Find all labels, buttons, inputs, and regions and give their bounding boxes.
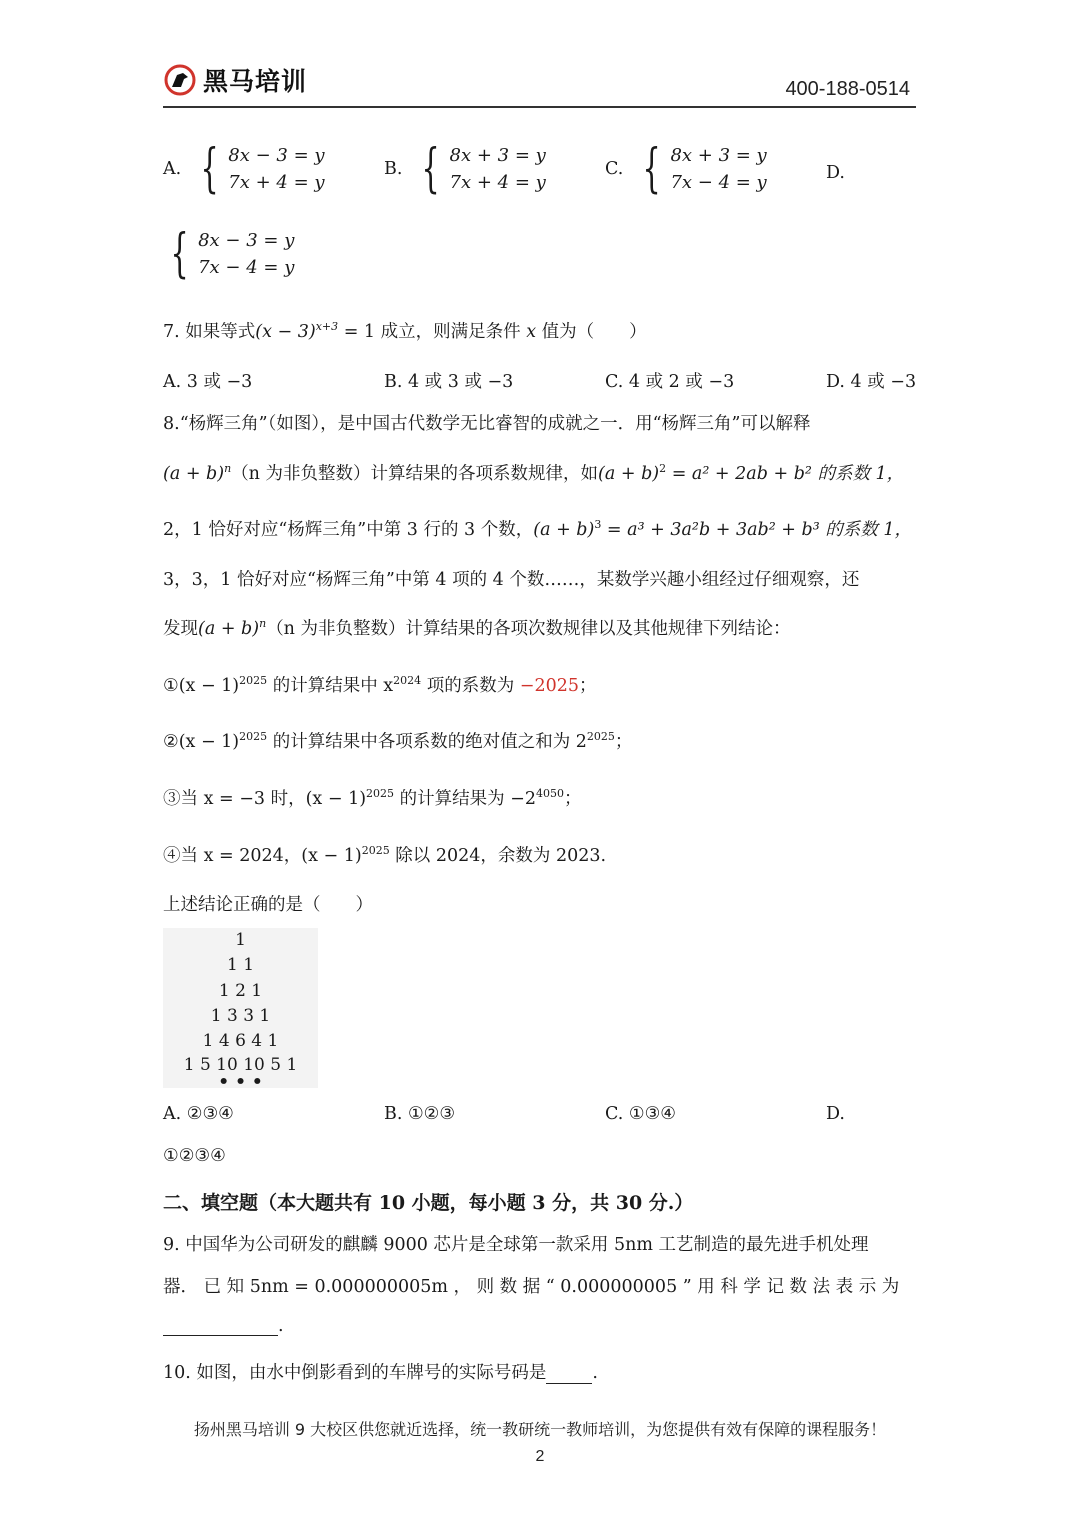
q6-option-b: B. { 8x + 3 = y 7x + 4 = y: [384, 139, 546, 199]
q8-conclusion-3: ③当 x = −3 时，$(x - 1)^{2025}$ 的计算结果为 $-2^{4050}$；: [163, 787, 582, 809]
q7-option-c: C. 4 或 2 或 −3: [605, 372, 735, 392]
footer-text: 扬州黑马培训 9 大校区供您就近选择，统一教研统一教师培训，为您提供有效有保障的课程服务！: [193, 1420, 887, 1439]
triangle-row: 1 3 3 1: [210, 1006, 271, 1026]
logo-text: 黑马培训: [203, 67, 308, 96]
q8-prompt: 上述结论正确的是（ ）: [163, 895, 373, 915]
q6-option-c: C. { 8x + 3 = y 7x − 4 = y: [605, 139, 767, 199]
triangle-row: 1 1: [226, 955, 255, 975]
q8-line3: 2，1 恰好对应“杨辉三角”中第 3 行的 3 个数，$(a + b)^3 = a^3 + 3a^2b + 3ab^2 + b^3$ 的系数 1，: [163, 518, 912, 540]
triangle-ellipsis: • • •: [218, 1072, 263, 1092]
q9-answer-line: .: [163, 1315, 284, 1336]
triangle-row: 1 4 6 4 1: [202, 1031, 279, 1051]
q6-option-d: { 8x − 3 = y 7x − 4 = y: [170, 224, 295, 284]
q9-line1: 9. 中国华为公司研发的麒麟 9000 芯片是全球第一款采用 5nm 工艺制造的最先进手机处理: [163, 1235, 869, 1255]
page-number: 2: [535, 1448, 545, 1465]
q7-option-a: A. 3 或 −3: [163, 372, 253, 392]
q8-line5: 发现$(a + b)^n(n$ 为非负整数）计算结果的各项次数规律以及其他规律下列结论：: [163, 617, 791, 639]
q8-conclusion-1: ①(x − 1)$^{2025}$ 的计算结果中 $x^{2024}$ 项的系数为 −2025；: [163, 674, 597, 696]
q7-stem: 7. 如果等式$(x - 3)^{x+3} = 1$ 成立，则满足条件 x 值为（ ）: [163, 320, 647, 342]
q8-line2: $(a + b)^n(n$ 为非负整数）计算结果的各项系数规律，如$(a + b)^2 = a^2 + 2ab + b^2$ 的系数 1，: [163, 462, 905, 484]
q8-option-a: A. ②③④: [163, 1104, 234, 1124]
q8-line1: 8.“杨辉三角”（如图），是中国古代数学无比睿智的成就之一．用“杨辉三角”可以解释: [163, 414, 811, 434]
header-divider: [163, 106, 916, 108]
triangle-row: 1: [235, 930, 246, 950]
q8-option-d-value: ①②③④: [163, 1146, 226, 1166]
triangle-row: 1 2 1: [218, 981, 263, 1001]
q8-option-d: D.: [826, 1104, 845, 1124]
q9-line2: 器． 已 知 5nm = 0.000000005m ， 则 数 据 “ 0.000000005 ” 用 科 学 记 数 法 表 示 为: [163, 1277, 900, 1297]
yanghui-triangle-figure: [163, 928, 318, 1092]
q6-option-d-label: D.: [826, 163, 845, 183]
q8-conclusion-2: ②(x − 1)$^{2025}$ 的计算结果中各项系数的绝对值之和为 $2^{2025}$；: [163, 730, 633, 752]
q8-option-b: B. ①②③: [384, 1104, 456, 1124]
horse-logo-icon: [163, 63, 197, 97]
q7-option-b: B. 4 或 3 或 −3: [384, 372, 514, 392]
answer-blank[interactable]: [546, 1363, 592, 1384]
phone-number: 400-188-0514: [785, 78, 910, 100]
triangle-row: 1 5 10 10 5 1: [183, 1055, 298, 1075]
q6-option-a: A. { 8x − 3 = y 7x + 4 = y: [163, 139, 325, 199]
q7-option-d: D. 4 或 −3: [826, 372, 917, 392]
q8-option-c: C. ①③④: [605, 1104, 676, 1124]
q10-stem: 10. 如图，由水中倒影看到的车牌号的实际号码是 .: [163, 1363, 598, 1383]
brand-logo: [163, 62, 307, 98]
section-title: 二、填空题（本大题共有 10 小题，每小题 3 分，共 30 分.）: [163, 1192, 694, 1214]
answer-blank[interactable]: [163, 1315, 278, 1336]
q8-conclusion-4: ④当 x = 2024，$(x - 1)^{2025}$ 除以 2024，余数为 2023.: [163, 844, 607, 866]
q8-line4: 3，3，1 恰好对应“杨辉三角”中第 4 项的 4 个数……，某数学兴趣小组经过仔细观察，还: [163, 570, 860, 590]
